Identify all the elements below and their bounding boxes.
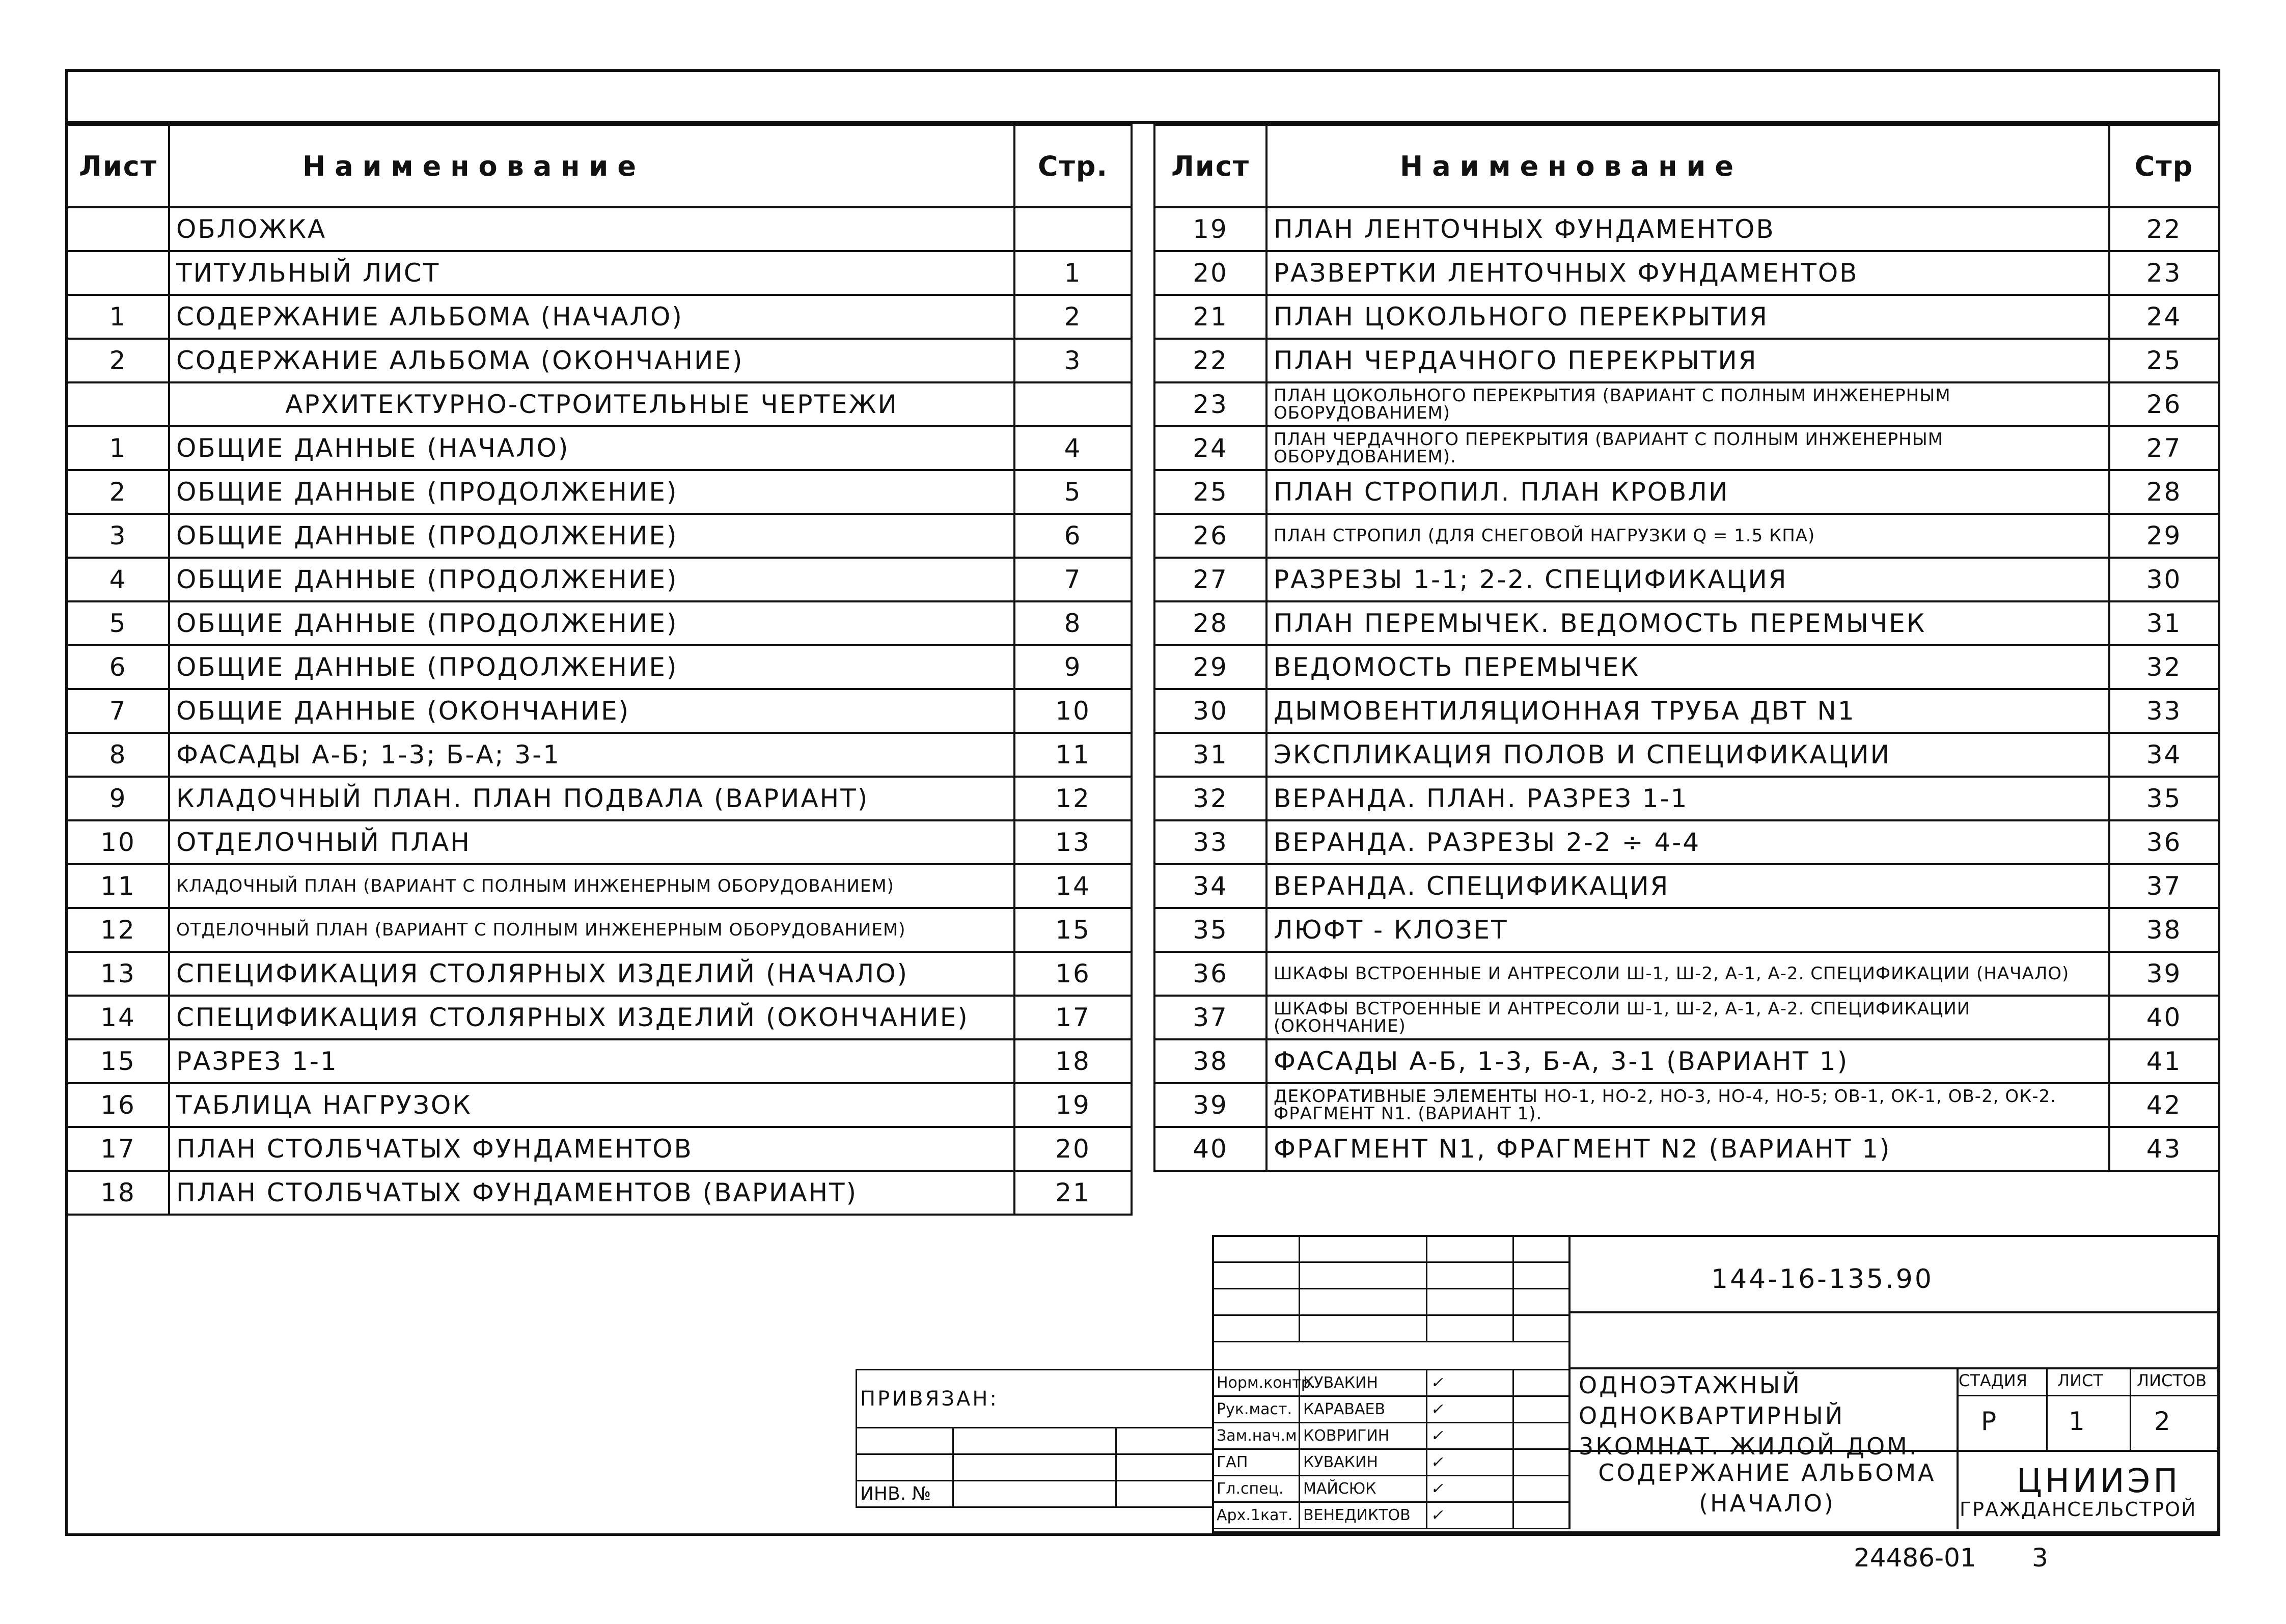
row-sheet: 10 bbox=[67, 820, 169, 864]
role-name: КУВАКИН bbox=[1300, 1370, 1427, 1396]
row-sheet: 12 bbox=[67, 908, 169, 952]
row-title: ПЛАН СТОЛБЧАТЫХ ФУНДАМЕНТОВ bbox=[169, 1127, 1014, 1171]
row-page: 20 bbox=[1014, 1127, 1132, 1171]
row-page: 4 bbox=[1014, 426, 1132, 470]
row-title: ДЕКОРАТИВНЫЕ ЭЛЕМЕНТЫ НО-1, НО-2, НО-3, НО-4, НО-5; ОВ-1, ОК-1, ОВ-2, ОК-2. ФРАГМЕНТ N1. (ВАРИАНТ 1). bbox=[1266, 1083, 2109, 1127]
footer-doc-number: 24486-01 bbox=[1854, 1543, 1976, 1573]
row-title: ПЛАН ЦОКОЛЬНОГО ПЕРЕКРЫТИЯ bbox=[1266, 295, 2109, 339]
table-row bbox=[1154, 207, 2219, 251]
row-sheet: 1 bbox=[67, 426, 169, 470]
row-title: ПЛАН СТРОПИЛ. ПЛАН КРОВЛИ bbox=[1266, 470, 2109, 514]
row-page bbox=[1014, 207, 1132, 251]
table-header bbox=[67, 125, 1132, 207]
sheets-label: ЛИСТОВ bbox=[2137, 1371, 2207, 1390]
row-title: СПЕЦИФИКАЦИЯ СТОЛЯРНЫХ ИЗДЕЛИЙ (ОКОНЧАНИЕ) bbox=[169, 996, 1014, 1039]
row-title: ВЕРАНДА. СПЕЦИФИКАЦИЯ bbox=[1266, 864, 2109, 908]
table-row bbox=[1154, 339, 2219, 382]
row-title: СПЕЦИФИКАЦИЯ СТОЛЯРНЫХ ИЗДЕЛИЙ (НАЧАЛО) bbox=[169, 952, 1014, 996]
row-sheet: 20 bbox=[1154, 251, 1266, 295]
sheets-value: 2 bbox=[2154, 1407, 2170, 1436]
stage-label: СТАДИЯ bbox=[1959, 1371, 2027, 1390]
row-sheet: 2 bbox=[67, 470, 169, 514]
table-row bbox=[67, 295, 1132, 339]
table-row bbox=[67, 558, 1132, 601]
section-row bbox=[67, 382, 1132, 426]
table-row bbox=[1154, 908, 2219, 952]
col-header-name: Наименование bbox=[169, 125, 1014, 207]
row-sheet: 39 bbox=[1154, 1083, 1266, 1127]
col-header-page: Стр bbox=[2109, 125, 2219, 207]
table-row bbox=[67, 952, 1132, 996]
table-row bbox=[1154, 295, 2219, 339]
row-page: 26 bbox=[2109, 382, 2219, 426]
table-row bbox=[67, 1127, 1132, 1171]
table-row bbox=[1154, 777, 2219, 820]
row-page: 14 bbox=[1014, 864, 1132, 908]
row-sheet: 37 bbox=[1154, 996, 1266, 1039]
col-header-sheet: Лист bbox=[67, 125, 169, 207]
row-title: ФАСАДЫ А-Б; 1-3; Б-А; 3-1 bbox=[169, 733, 1014, 777]
table-row bbox=[1154, 601, 2219, 645]
col-header-sheet: Лист bbox=[1154, 125, 1266, 207]
row-sheet: 14 bbox=[67, 996, 169, 1039]
row-sheet: 40 bbox=[1154, 1127, 1266, 1171]
role-name: КУВАКИН bbox=[1300, 1449, 1427, 1476]
table-row bbox=[1154, 251, 2219, 295]
row-title: ПЛАН ЧЕРДАЧНОГО ПЕРЕКРЫТИЯ (ВАРИАНТ С ПОЛНЫМ ИНЖЕНЕРНЫМ ОБОРУДОВАНИЕМ). bbox=[1266, 426, 2109, 470]
table-row bbox=[1154, 733, 2219, 777]
row-page: 6 bbox=[1014, 514, 1132, 558]
role-label: Зам.нач.м. bbox=[1213, 1423, 1300, 1449]
row-page: 28 bbox=[2109, 470, 2219, 514]
row-page: 39 bbox=[2109, 952, 2219, 996]
role-name: КАРАВАЕВ bbox=[1300, 1396, 1427, 1423]
table-row bbox=[67, 820, 1132, 864]
row-sheet: 26 bbox=[1154, 514, 1266, 558]
table-row bbox=[67, 514, 1132, 558]
row-page: 23 bbox=[2109, 251, 2219, 295]
role-label: Арх.1кат. bbox=[1213, 1502, 1300, 1529]
row-title: ПЛАН ПЕРЕМЫЧЕК. ВЕДОМОСТЬ ПЕРЕМЫЧЕК bbox=[1266, 601, 2109, 645]
sheet-label: ЛИСТ bbox=[2057, 1371, 2103, 1390]
contents-table-right bbox=[1153, 124, 2220, 1172]
table-row bbox=[1154, 1127, 2219, 1171]
row-title: ОБЩИЕ ДАННЫЕ (НАЧАЛО) bbox=[169, 426, 1014, 470]
table-row bbox=[1154, 952, 2219, 996]
row-title: ОБЩИЕ ДАННЫЕ (ПРОДОЛЖЕНИЕ) bbox=[169, 470, 1014, 514]
row-title: ПЛАН СТОЛБЧАТЫХ ФУНДАМЕНТОВ (ВАРИАНТ) bbox=[169, 1171, 1014, 1215]
row-sheet: 2 bbox=[67, 339, 169, 382]
signature: ✓ bbox=[1427, 1476, 1513, 1502]
role-name: МАЙСЮК bbox=[1300, 1476, 1427, 1502]
row-title: ПЛАН ЛЕНТОЧНЫХ ФУНДАМЕНТОВ bbox=[1266, 207, 2109, 251]
row-page: 29 bbox=[2109, 514, 2219, 558]
row-page: 18 bbox=[1014, 1039, 1132, 1083]
contents-table-left bbox=[66, 124, 1133, 1216]
row-page: 19 bbox=[1014, 1083, 1132, 1127]
row-page: 35 bbox=[2109, 777, 2219, 820]
row-title: ТИТУЛЬНЫЙ ЛИСТ bbox=[169, 251, 1014, 295]
row-sheet: 3 bbox=[67, 514, 169, 558]
row-page: 24 bbox=[2109, 295, 2219, 339]
row-title: ОТДЕЛОЧНЫЙ ПЛАН (ВАРИАНТ С ПОЛНЫМ ИНЖЕНЕРНЫМ ОБОРУДОВАНИЕМ) bbox=[169, 908, 1014, 952]
row-title: ОБЛОЖКА bbox=[169, 207, 1014, 251]
table-row bbox=[1154, 645, 2219, 689]
organization-name: ЦНИИЭП bbox=[2017, 1463, 2181, 1500]
row-page: 11 bbox=[1014, 733, 1132, 777]
row-page: 9 bbox=[1014, 645, 1132, 689]
row-title: ОТДЕЛОЧНЫЙ ПЛАН bbox=[169, 820, 1014, 864]
row-sheet: 32 bbox=[1154, 777, 1266, 820]
organization-subtitle: ГРАЖДАНСЕЛЬСТРОЙ bbox=[1960, 1498, 2197, 1521]
inv-label: ИНВ. № bbox=[857, 1481, 953, 1507]
row-sheet bbox=[67, 251, 169, 295]
row-sheet: 6 bbox=[67, 645, 169, 689]
row-page: 34 bbox=[2109, 733, 2219, 777]
table-row bbox=[67, 339, 1132, 382]
row-page: 41 bbox=[2109, 1039, 2219, 1083]
row-title: ФАСАДЫ А-Б, 1-3, Б-А, 3-1 (ВАРИАНТ 1) bbox=[1266, 1039, 2109, 1083]
row-page: 7 bbox=[1014, 558, 1132, 601]
row-title: ПЛАН ЧЕРДАЧНОГО ПЕРЕКРЫТИЯ bbox=[1266, 339, 2109, 382]
table-row bbox=[67, 1083, 1132, 1127]
table-row bbox=[67, 426, 1132, 470]
row-title: ОБЩИЕ ДАННЫЕ (ОКОНЧАНИЕ) bbox=[169, 689, 1014, 733]
role-label: Рук.маст. bbox=[1213, 1396, 1300, 1423]
role-name: КОВРИГИН bbox=[1300, 1423, 1427, 1449]
row-page: 16 bbox=[1014, 952, 1132, 996]
row-title: РАЗРЕЗ 1-1 bbox=[169, 1039, 1014, 1083]
row-page: 1 bbox=[1014, 251, 1132, 295]
row-page: 32 bbox=[2109, 645, 2219, 689]
row-page: 36 bbox=[2109, 820, 2219, 864]
row-page: 13 bbox=[1014, 820, 1132, 864]
document-code: 144-16-135.90 bbox=[1711, 1264, 1934, 1295]
row-sheet: 34 bbox=[1154, 864, 1266, 908]
row-page: 15 bbox=[1014, 908, 1132, 952]
footer-page-number: 3 bbox=[2032, 1543, 2048, 1573]
tied-label: ПРИВЯЗАН: bbox=[857, 1370, 1213, 1428]
row-sheet: 23 bbox=[1154, 382, 1266, 426]
row-sheet: 36 bbox=[1154, 952, 1266, 996]
row-sheet: 30 bbox=[1154, 689, 1266, 733]
row-page: 5 bbox=[1014, 470, 1132, 514]
row-page: 22 bbox=[2109, 207, 2219, 251]
row-title: ПЛАН ЦОКОЛЬНОГО ПЕРЕКРЫТИЯ (ВАРИАНТ С ПОЛНЫМ ИНЖЕНЕРНЫМ ОБОРУДОВАНИЕМ) bbox=[1266, 382, 2109, 426]
roles-table bbox=[1212, 1369, 1570, 1529]
row-page bbox=[1014, 382, 1132, 426]
row-sheet: 22 bbox=[1154, 339, 1266, 382]
row-sheet: 1 bbox=[67, 295, 169, 339]
table-row bbox=[67, 645, 1132, 689]
stage-value: Р bbox=[1981, 1407, 1997, 1436]
table-row bbox=[1154, 470, 2219, 514]
row-page: 31 bbox=[2109, 601, 2219, 645]
row-sheet: 15 bbox=[67, 1039, 169, 1083]
section-title: АРХИТЕКТУРНО-СТРОИТЕЛЬНЫЕ ЧЕРТЕЖИ bbox=[169, 382, 1014, 426]
row-page: 40 bbox=[2109, 996, 2219, 1039]
table-header bbox=[1154, 125, 2219, 207]
table-row bbox=[67, 1039, 1132, 1083]
row-page: 25 bbox=[2109, 339, 2219, 382]
stamp-empty-grid bbox=[1212, 1235, 1570, 1342]
row-title: ОБЩИЕ ДАННЫЕ (ПРОДОЛЖЕНИЕ) bbox=[169, 645, 1014, 689]
row-page: 2 bbox=[1014, 295, 1132, 339]
table-row bbox=[67, 1171, 1132, 1215]
col-header-page: Стр. bbox=[1014, 125, 1132, 207]
table-row bbox=[67, 251, 1132, 295]
row-sheet: 29 bbox=[1154, 645, 1266, 689]
table-row bbox=[1154, 382, 2219, 426]
table-row bbox=[1154, 1083, 2219, 1127]
row-title: ВЕРАНДА. ПЛАН. РАЗРЕЗ 1-1 bbox=[1266, 777, 2109, 820]
row-page: 17 bbox=[1014, 996, 1132, 1039]
role-name: ВЕНЕДИКТОВ bbox=[1300, 1502, 1427, 1529]
row-title: ШКАФЫ ВСТРОЕННЫЕ И АНТРЕСОЛИ Ш-1, Ш-2, А-1, А-2. СПЕЦИФИКАЦИИ (ОКОНЧАНИЕ) bbox=[1266, 996, 2109, 1039]
row-page: 38 bbox=[2109, 908, 2219, 952]
row-sheet: 7 bbox=[67, 689, 169, 733]
signature: ✓ bbox=[1427, 1502, 1513, 1529]
table-row bbox=[1154, 996, 2219, 1039]
row-sheet bbox=[67, 207, 169, 251]
row-sheet: 18 bbox=[67, 1171, 169, 1215]
table-row bbox=[67, 207, 1132, 251]
row-sheet: 5 bbox=[67, 601, 169, 645]
row-title: СОДЕРЖАНИЕ АЛЬБОМА (ОКОНЧАНИЕ) bbox=[169, 339, 1014, 382]
role-label: ГАП bbox=[1213, 1449, 1300, 1476]
table-row bbox=[67, 996, 1132, 1039]
row-page: 21 bbox=[1014, 1171, 1132, 1215]
row-page: 3 bbox=[1014, 339, 1132, 382]
col-header-name: Наименование bbox=[1266, 125, 2109, 207]
table-row bbox=[67, 689, 1132, 733]
table-row bbox=[1154, 426, 2219, 470]
role-label: Норм.контр. bbox=[1213, 1370, 1300, 1396]
table-row bbox=[67, 908, 1132, 952]
row-title: ОБЩИЕ ДАННЫЕ (ПРОДОЛЖЕНИЕ) bbox=[169, 601, 1014, 645]
row-page: 42 bbox=[2109, 1083, 2219, 1127]
table-row bbox=[1154, 558, 2219, 601]
row-sheet: 33 bbox=[1154, 820, 1266, 864]
row-title: ВЕДОМОСТЬ ПЕРЕМЫЧЕК bbox=[1266, 645, 2109, 689]
table-row bbox=[1154, 689, 2219, 733]
row-page: 43 bbox=[2109, 1127, 2219, 1171]
table-row bbox=[67, 864, 1132, 908]
row-title: ФРАГМЕНТ N1, ФРАГМЕНТ N2 (ВАРИАНТ 1) bbox=[1266, 1127, 2109, 1171]
row-page: 33 bbox=[2109, 689, 2219, 733]
table-row bbox=[1154, 514, 2219, 558]
row-title: РАЗРЕЗЫ 1-1; 2-2. СПЕЦИФИКАЦИЯ bbox=[1266, 558, 2109, 601]
row-sheet: 11 bbox=[67, 864, 169, 908]
row-title: ОБЩИЕ ДАННЫЕ (ПРОДОЛЖЕНИЕ) bbox=[169, 514, 1014, 558]
table-row bbox=[67, 777, 1132, 820]
row-title: ЭКСПЛИКАЦИЯ ПОЛОВ И СПЕЦИФИКАЦИИ bbox=[1266, 733, 2109, 777]
row-page: 37 bbox=[2109, 864, 2219, 908]
row-sheet: 19 bbox=[1154, 207, 1266, 251]
row-sheet: 16 bbox=[67, 1083, 169, 1127]
row-title: РАЗВЕРТКИ ЛЕНТОЧНЫХ ФУНДАМЕНТОВ bbox=[1266, 251, 2109, 295]
row-title: ТАБЛИЦА НАГРУЗОК bbox=[169, 1083, 1014, 1127]
table-row bbox=[67, 601, 1132, 645]
row-sheet: 38 bbox=[1154, 1039, 1266, 1083]
row-title: КЛАДОЧНЫЙ ПЛАН (ВАРИАНТ С ПОЛНЫМ ИНЖЕНЕРНЫМ ОБОРУДОВАНИЕМ) bbox=[169, 864, 1014, 908]
row-title: ШКАФЫ ВСТРОЕННЫЕ И АНТРЕСОЛИ Ш-1, Ш-2, А-1, А-2. СПЕЦИФИКАЦИИ (НАЧАЛО) bbox=[1266, 952, 2109, 996]
signature: ✓ bbox=[1427, 1423, 1513, 1449]
table-row bbox=[1154, 820, 2219, 864]
tie-block bbox=[856, 1369, 1214, 1508]
row-title: ЛЮФТ - КЛОЗЕТ bbox=[1266, 908, 2109, 952]
table-row bbox=[67, 470, 1132, 514]
table-row bbox=[67, 733, 1132, 777]
row-sheet: 17 bbox=[67, 1127, 169, 1171]
row-sheet bbox=[67, 382, 169, 426]
row-sheet: 24 bbox=[1154, 426, 1266, 470]
row-sheet: 25 bbox=[1154, 470, 1266, 514]
table-row bbox=[1154, 1039, 2219, 1083]
row-sheet: 27 bbox=[1154, 558, 1266, 601]
row-sheet: 13 bbox=[67, 952, 169, 996]
role-label: Гл.спец. bbox=[1213, 1476, 1300, 1502]
row-title: ПЛАН СТРОПИЛ (ДЛЯ СНЕГОВОЙ НАГРУЗКИ Q = 1.5 КПА) bbox=[1266, 514, 2109, 558]
signature: ✓ bbox=[1427, 1396, 1513, 1423]
row-page: 27 bbox=[2109, 426, 2219, 470]
sheet-title: СОДЕРЖАНИЕ АЛЬБОМА (НАЧАЛО) bbox=[1598, 1459, 1936, 1517]
row-page: 8 bbox=[1014, 601, 1132, 645]
row-sheet: 21 bbox=[1154, 295, 1266, 339]
row-sheet: 9 bbox=[67, 777, 169, 820]
project-title: ОДНОЭТАЖНЫЙ ОДНОКВАРТИРНЫЙ 3КОМНАТ. ЖИЛОЙ ДОМ. bbox=[1579, 1371, 1919, 1460]
row-title: СОДЕРЖАНИЕ АЛЬБОМА (НАЧАЛО) bbox=[169, 295, 1014, 339]
row-sheet: 31 bbox=[1154, 733, 1266, 777]
sheet-value: 1 bbox=[2069, 1407, 2085, 1436]
row-sheet: 28 bbox=[1154, 601, 1266, 645]
row-sheet: 35 bbox=[1154, 908, 1266, 952]
row-page: 10 bbox=[1014, 689, 1132, 733]
row-title: ВЕРАНДА. РАЗРЕЗЫ 2-2 ÷ 4-4 bbox=[1266, 820, 2109, 864]
row-title: КЛАДОЧНЫЙ ПЛАН. ПЛАН ПОДВАЛА (ВАРИАНТ) bbox=[169, 777, 1014, 820]
row-title: ДЫМОВЕНТИЛЯЦИОННАЯ ТРУБА ДВТ N1 bbox=[1266, 689, 2109, 733]
row-sheet: 4 bbox=[67, 558, 169, 601]
row-sheet: 8 bbox=[67, 733, 169, 777]
table-row bbox=[1154, 864, 2219, 908]
signature: ✓ bbox=[1427, 1449, 1513, 1476]
signature: ✓ bbox=[1427, 1370, 1513, 1396]
row-page: 30 bbox=[2109, 558, 2219, 601]
row-title: ОБЩИЕ ДАННЫЕ (ПРОДОЛЖЕНИЕ) bbox=[169, 558, 1014, 601]
row-page: 12 bbox=[1014, 777, 1132, 820]
